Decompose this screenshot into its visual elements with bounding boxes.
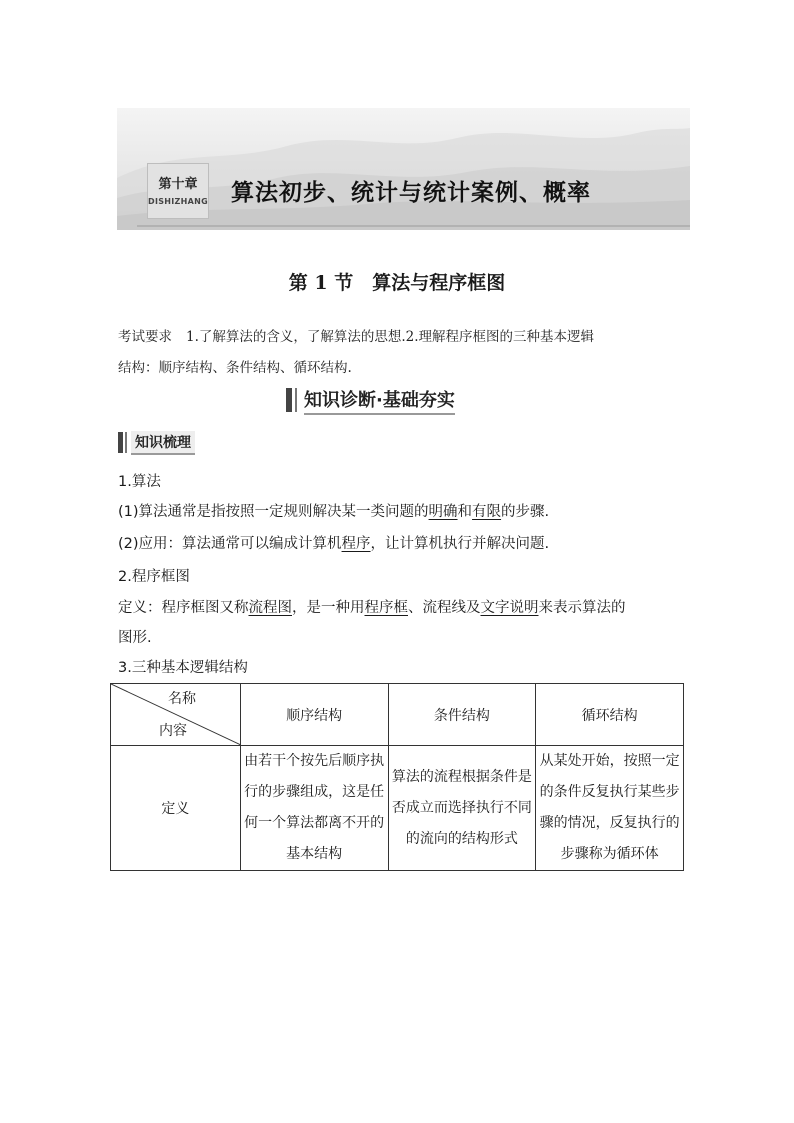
underlined-term: 流程图 — [248, 600, 292, 616]
table-header-cell: 顺序结构 — [240, 684, 388, 746]
underlined-term: 程序 — [341, 536, 371, 552]
section-title: 第 1 节 算法与程序框图 — [288, 272, 506, 294]
corner-label-top: 名称 — [168, 691, 196, 707]
item2-definition-line-2: 图形. — [118, 630, 152, 646]
exam-requirement — [118, 322, 680, 384]
table-cell: 从某处开始，按照一定的条件反复执行某些步骤的情况，反复执行的步骤称为循环体 — [536, 746, 684, 871]
exam-requirement-text-1: 1.了解算法的含义，了解算法的思想.2.理解程序框图的三种基本逻辑 — [186, 329, 595, 345]
item1-heading: 1.算法 — [118, 474, 161, 490]
item3-heading: 3.三种基本逻辑结构 — [118, 660, 248, 676]
table-cell: 算法的流程根据条件是否成立而选择执行不同的流向的结构形式 — [388, 746, 536, 871]
underlined-term: 程序框 — [364, 600, 408, 616]
table-header-row — [111, 684, 684, 746]
table-header-cell: 循环结构 — [536, 684, 684, 746]
exam-requirement-text-2: 结构：顺序结构、条件结构、循环结构. — [118, 360, 352, 376]
table-corner-cell — [111, 684, 241, 746]
item1-paragraph-1: (1)算法通常是指按照一定规则解决某一类问题的明确和有限的步骤. — [118, 504, 550, 520]
diagnosis-heading — [286, 386, 506, 414]
corner-label-bottom: 内容 — [159, 723, 187, 739]
chapter-number-box — [147, 163, 209, 219]
logic-structure-table — [110, 683, 684, 871]
item2-definition: 定义：程序框图又称流程图，是一种用程序框、流程线及文字说明来表示算法的 — [118, 600, 626, 616]
chapter-title: 算法初步、统计与统计案例、概率 — [231, 180, 591, 206]
chapter-label: 第十章 — [158, 177, 198, 192]
table-header-cell: 条件结构 — [388, 684, 536, 746]
table-row-label: 定义 — [111, 746, 241, 871]
table-row — [111, 746, 684, 871]
exam-requirement-label: 考试要求 — [118, 329, 172, 345]
chapter-banner — [117, 108, 690, 230]
underlined-term: 明确 — [428, 504, 458, 520]
diagnosis-heading-text: 知识诊断·基础夯实 — [304, 386, 455, 415]
table-cell: 由若干个按先后顺序执行的步骤组成，这是任何一个算法都离不开的基本结构 — [240, 746, 388, 871]
knowledge-heading-text: 知识梳理 — [131, 431, 195, 455]
knowledge-heading — [118, 431, 206, 453]
underlined-term: 有限 — [472, 504, 502, 520]
underlined-term: 文字说明 — [480, 600, 539, 616]
item1-paragraph-2: (2)应用：算法通常可以编成计算机程序，让计算机执行并解决问题. — [118, 536, 550, 552]
chapter-pinyin: DISHIZHANG — [148, 197, 208, 206]
item2-heading: 2.程序框图 — [118, 569, 190, 585]
